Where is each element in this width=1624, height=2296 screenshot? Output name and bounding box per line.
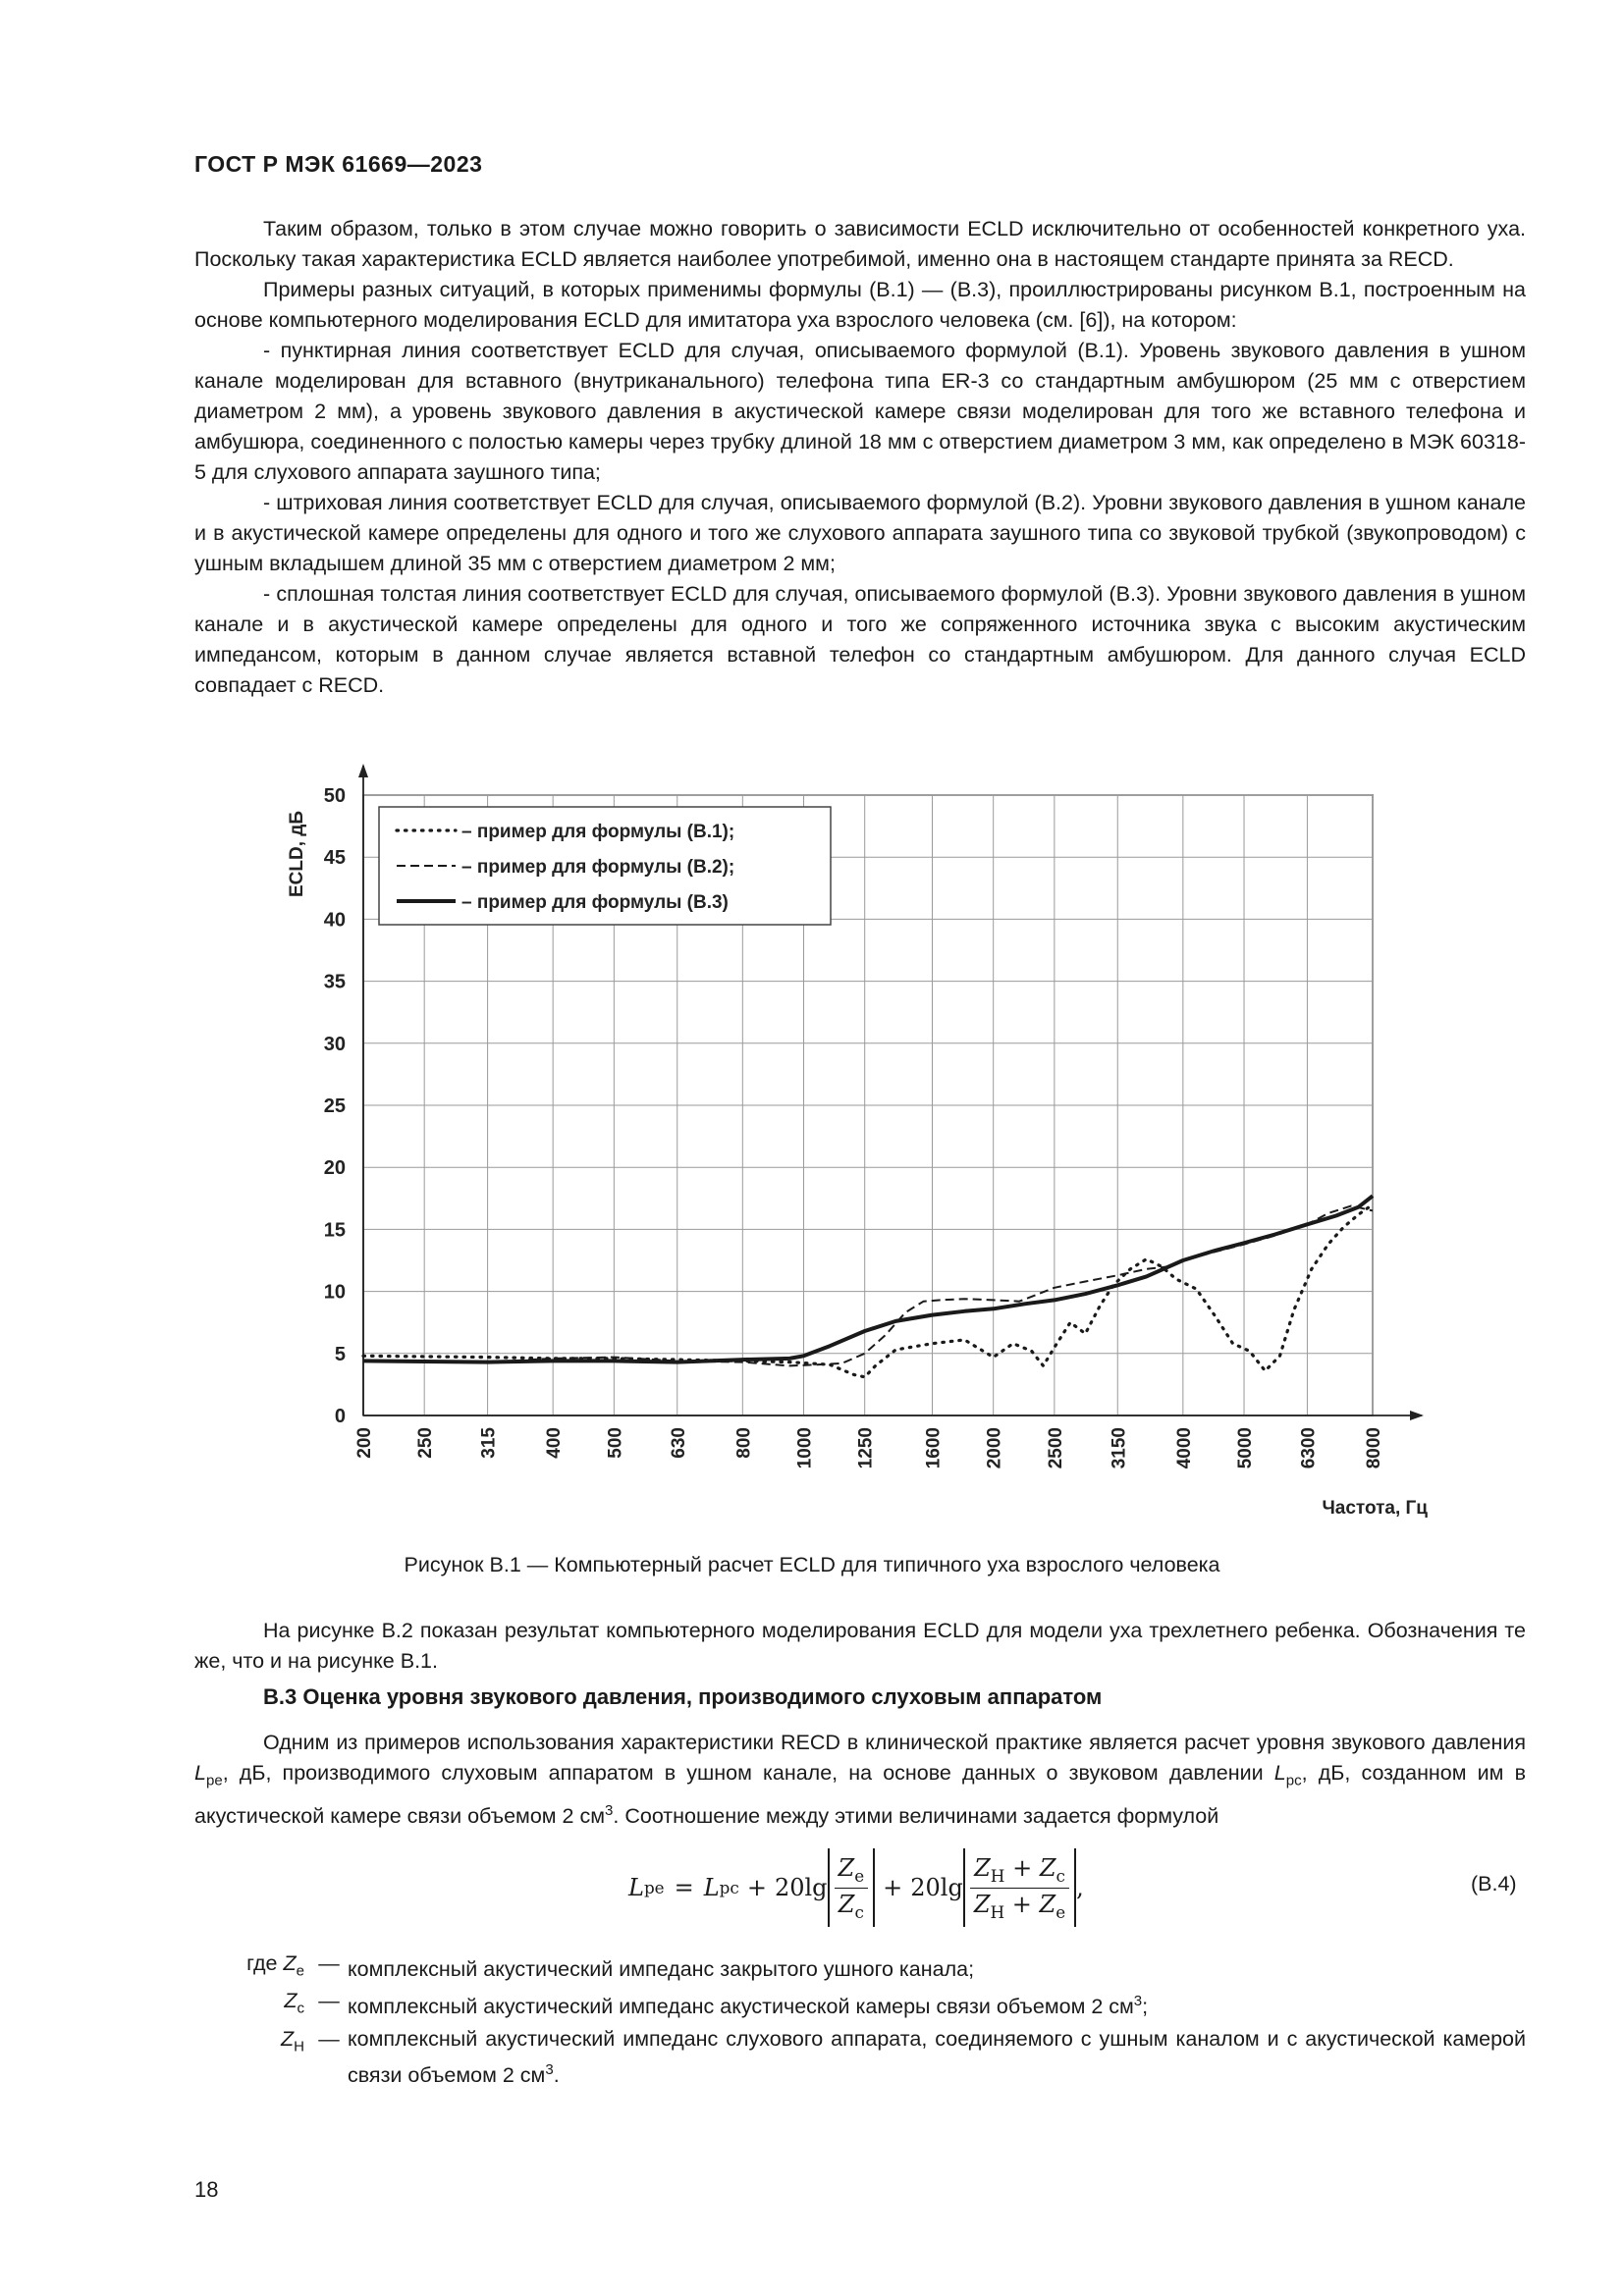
definition-item: $Z_c$ — комплексный акустический импеданс акустической камеры связи объемом 2 $см^3$; xyxy=(284,1989,1149,2019)
section-heading: В.3 Оценка уровня звукового давления, производимого слуховым аппаратом xyxy=(263,1684,1103,1709)
legend-label: – пример для формулы (В.3) xyxy=(461,892,729,913)
y-tick-label: 20 xyxy=(323,1157,346,1180)
y-axis-arrow xyxy=(358,764,368,777)
y-tick-label: 30 xyxy=(323,1033,346,1055)
x-tick-label: 2500 xyxy=(1045,1427,1066,1469)
x-axis-label: Частота, Гц xyxy=(1322,1498,1428,1519)
x-tick-label: 5000 xyxy=(1235,1427,1257,1469)
y-tick-label: 0 xyxy=(334,1406,346,1427)
x-tick-label: 1600 xyxy=(923,1427,945,1469)
ecld-chart xyxy=(265,756,1443,1541)
x-tick-label: 1250 xyxy=(855,1427,877,1469)
document-header: ГОСТ Р МЭК 61669—2023 xyxy=(194,151,483,177)
definitions xyxy=(194,1949,1526,2091)
definition-item: $Z_H$ — комплексный акустический импеданс слухового аппарата, соединяемого с ушным каналом и с акустической камерой связи объемом 2 $см^3$. xyxy=(280,2026,1526,2087)
paragraph: - сплошная толстая линия соответствует ECLD для случая, описываемого формулой (В.3). Уровни звукового давления в ушном канале и в акустической камере определены для одного и того же сопряженного источника звука с высоким акустическим импедансом, которым в данном случае является вставной телефон со стандартным амбушюром. Для данного случая ECLD совпадает с RECD. xyxy=(194,582,1526,697)
x-tick-label: 315 xyxy=(478,1427,500,1459)
figure-b1 xyxy=(265,756,1443,1541)
paragraph: На рисунке В.2 показан результат компьютерного моделирования ECLD для модели уха трехлетнего ребенка. Обозначения те же, что и на рисунке В.1. xyxy=(194,1619,1526,1673)
after-figure-text xyxy=(194,1616,1526,1677)
x-tick-label: 3150 xyxy=(1109,1427,1130,1469)
x-tick-label: 1000 xyxy=(794,1427,816,1469)
paragraph: - штриховая линия соответствует ECLD для случая, описываемого формулой (В.2). Уровни звукового давления в ушном канале и в акустической камере определены для одного и того же слухового аппарата заушного типа со звуковой трубкой (звукопроводом) с ушным вкладышем длиной 35 мм с отверстием диаметром 2 мм; xyxy=(194,491,1526,575)
definition-item: где $Z_e$ — комплексный акустический импеданс закрытого ушного канала; xyxy=(246,1951,975,1982)
formula-b4: L pe = L pc + 20lg $\frac{Z_e}{Z_c}$ + 20lg $\frac{Z_H + Z_c}{Z_H + Z_e}$ , xyxy=(628,1843,1084,1932)
legend-label: – пример для формулы (В.1); xyxy=(461,822,735,842)
y-axis-label: ECLD, дБ xyxy=(287,811,307,897)
x-tick-label: 400 xyxy=(544,1427,566,1459)
page-number: 18 xyxy=(194,2177,219,2202)
x-tick-label: 6300 xyxy=(1298,1427,1320,1469)
y-tick-label: 10 xyxy=(323,1281,346,1304)
x-tick-label: 630 xyxy=(668,1427,689,1459)
paragraph: Таким образом, только в этом случае можно говорить о зависимости ECLD исключительно от особенностей конкретного уха. Поскольку такая характеристика ECLD является наиболее употребимой, именно она в настоящем стандарте принята за RECD. xyxy=(194,217,1526,271)
x-axis-arrow xyxy=(1410,1411,1424,1420)
y-tick-label: 35 xyxy=(323,971,346,993)
x-tick-label: 500 xyxy=(605,1427,626,1459)
section-text xyxy=(194,1728,1526,1832)
legend-label: – пример для формулы (В.2); xyxy=(461,857,735,878)
y-tick-label: 40 xyxy=(323,909,346,932)
y-tick-label: 15 xyxy=(323,1219,346,1242)
paragraph: - пунктирная линия соответствует ECLD для случая, описываемого формулой (В.1). Уровень звукового давления в ушном канале моделирован для вставного (внутриканального) телефона типа ER-3 со стандартным амбушюром (25 мм с отверстием диаметром 2 мм), а уровень звукового давления в акустической камере связи моделирован для того же вставного телефона и амбушюра, соединенного с полостью камеры через трубку длиной 18 мм с отверстием диаметром 3 мм, как определено в МЭК 60318-5 для слухового аппарата заушного типа; xyxy=(194,339,1526,484)
paragraph: Примеры разных ситуаций, в которых применимы формулы (В.1) — (В.3), проиллюстрированы рисунком В.1, построенным на основе компьютерного моделирования ECLD для имитатора уха взрослого человека (см. [6]), на котором: xyxy=(194,278,1526,332)
formula-number: (В.4) xyxy=(1471,1872,1517,1896)
y-tick-label: 50 xyxy=(323,785,346,807)
x-tick-label: 4000 xyxy=(1173,1427,1195,1469)
x-tick-label: 2000 xyxy=(984,1427,1005,1469)
figure-caption: Рисунок В.1 — Компьютерный расчет ECLD для типичного уха взрослого человека xyxy=(404,1553,1220,1576)
x-tick-label: 200 xyxy=(354,1427,375,1459)
x-tick-label: 800 xyxy=(733,1427,755,1459)
paragraph: Одним из примеров использования характеристики RECD в клинической практике является расчет уровня звукового давления $L_{pe}$, дБ, производимого слуховым аппаратом в ушном канале, на основе данных о звуковом давлении $L_{pc}$, дБ, созданном им в акустической камере связи объемом 2 $см^3$. Соотношение между этими величинами задается формулой xyxy=(194,1731,1526,1829)
x-tick-label: 250 xyxy=(415,1427,437,1459)
intro-text xyxy=(194,214,1526,701)
y-tick-label: 25 xyxy=(323,1095,346,1117)
y-tick-label: 45 xyxy=(323,847,346,870)
y-tick-label: 5 xyxy=(334,1343,346,1365)
x-tick-label: 8000 xyxy=(1364,1427,1384,1469)
